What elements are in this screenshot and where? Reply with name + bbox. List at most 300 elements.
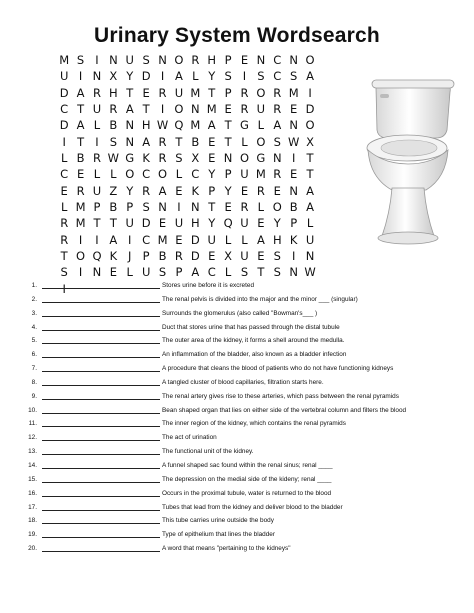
grid-letter: O xyxy=(174,53,184,67)
grid-letter: T xyxy=(109,216,117,231)
clue-number: 6. xyxy=(31,351,37,359)
grid-letter: Q xyxy=(174,118,184,133)
grid-letter: M xyxy=(75,216,86,231)
clue-row xyxy=(27,487,472,501)
grid-letter: O xyxy=(305,118,315,133)
grid-letter: E xyxy=(290,167,298,182)
grid-letter: E xyxy=(76,167,85,182)
clue-text: The outer area of the kidney, it forms a shell around the medulla. xyxy=(162,337,345,345)
grid-letter: U xyxy=(59,69,69,84)
grid-letter: S xyxy=(224,69,232,84)
grid-letter: S xyxy=(60,265,68,280)
grid-letter: U xyxy=(240,167,249,182)
grid-letter: U xyxy=(125,216,134,231)
grid-letter: N xyxy=(223,151,233,166)
grid-letter: L xyxy=(60,151,68,166)
clue-text: A procedure that cleans the blood of patients who do not have functioning kidneys xyxy=(162,365,394,373)
clue-row xyxy=(27,334,472,348)
clue-number: 4. xyxy=(31,323,37,331)
grid-letter: Y xyxy=(208,69,216,84)
grid-letter: I xyxy=(128,232,132,247)
grid-letter: U xyxy=(92,102,102,117)
clue-text: Occurs in the proximal tubule, water is returned to the blood xyxy=(162,489,332,497)
grid-letter: A xyxy=(76,85,85,100)
clue-row xyxy=(27,542,472,556)
grid-letter: Q xyxy=(92,249,102,264)
grid-letter: S xyxy=(290,69,298,84)
grid-letter: R xyxy=(92,85,101,100)
grid-letter: X xyxy=(109,69,118,84)
grid-letter: G xyxy=(256,151,266,166)
grid-letter: D xyxy=(59,118,69,133)
answer-blank[interactable] xyxy=(42,445,160,455)
clue-number: 7. xyxy=(31,365,37,373)
grid-letter: O xyxy=(76,249,86,264)
grid-letter: I xyxy=(160,102,165,117)
grid-letter: A xyxy=(191,265,200,280)
grid-letter: R xyxy=(240,200,249,215)
clue-text: A word that means "pertaining to the kidneys" xyxy=(162,545,291,553)
grid-letter: E xyxy=(257,216,265,231)
grid-letter: X xyxy=(306,134,314,149)
grid-letter: N xyxy=(92,69,102,84)
grid-letter: Y xyxy=(208,216,216,231)
grid-letter: A xyxy=(109,232,118,247)
grid-letter: R xyxy=(60,216,69,231)
grid-letter: T xyxy=(224,134,232,149)
grid-letter: I xyxy=(308,85,312,100)
grid-letter: T xyxy=(208,85,216,100)
grid-letter: B xyxy=(158,249,167,264)
clue-number: 8. xyxy=(31,378,37,386)
grid-letter: T xyxy=(77,102,85,117)
grid-letter: U xyxy=(240,249,249,264)
grid-letter: U xyxy=(305,232,315,247)
grid-letter: T xyxy=(175,134,183,149)
clue-row xyxy=(27,376,472,390)
grid-letter: L xyxy=(257,118,265,133)
grid-letter: L xyxy=(175,167,183,182)
grid-letter: K xyxy=(142,151,150,166)
grid-letter: O xyxy=(239,151,250,166)
clue-number: 10. xyxy=(28,406,37,414)
grid-letter: L xyxy=(93,118,101,133)
grid-letter: S xyxy=(109,134,118,149)
grid-letter: S xyxy=(158,265,167,280)
grid-letter: O xyxy=(256,85,266,100)
grid-letter: I xyxy=(291,249,296,264)
grid-letter: Q xyxy=(223,216,233,231)
grid-letter: U xyxy=(174,216,184,231)
grid-letter: R xyxy=(174,249,183,264)
clue-text: Stores urine before it is excreted xyxy=(162,282,254,289)
clue-text: An inflammation of the bladder, also known as a bladder infection xyxy=(162,351,347,359)
grid-letter: D xyxy=(141,216,151,231)
grid-letter: K xyxy=(109,249,118,264)
answer-blank[interactable] xyxy=(42,279,160,289)
grid-letter: E xyxy=(142,85,150,100)
grid-letter: D xyxy=(190,249,200,264)
grid-letter: R xyxy=(60,232,69,247)
answer-blank[interactable] xyxy=(42,473,160,483)
grid-letter: P xyxy=(290,216,298,231)
answer-blank[interactable] xyxy=(42,542,160,552)
grid-letter: Z xyxy=(109,183,118,198)
grid-letter: N xyxy=(92,265,102,280)
grid-letter: P xyxy=(175,265,183,280)
clue-text: Type of epithelium that lines the bladder xyxy=(162,531,275,539)
grid-letter: H xyxy=(109,85,118,100)
grid-letter: I xyxy=(62,134,66,149)
grid-letter: B xyxy=(109,200,118,215)
grid-letter: L xyxy=(224,232,232,247)
grid-letter: A xyxy=(174,69,183,84)
clue-number: 20. xyxy=(28,545,37,553)
grid-letter: C xyxy=(207,265,216,280)
answer-blank[interactable] xyxy=(42,321,160,331)
clue-row xyxy=(27,459,472,473)
grid-letter: A xyxy=(76,118,85,133)
answer-blank[interactable] xyxy=(42,487,160,497)
grid-letter: R xyxy=(158,85,167,100)
grid-letter: H xyxy=(190,216,200,231)
grid-letter: Y xyxy=(224,183,232,198)
grid-letter: A xyxy=(158,183,167,198)
grid-letter: M xyxy=(157,232,168,247)
clue-number: 13. xyxy=(28,448,37,456)
page-title: Urinary System Wordsearch xyxy=(94,24,380,47)
grid-letter: M xyxy=(288,85,299,100)
clue-text: A funnel shaped sac found within the renal sinus; renal ____ xyxy=(162,461,333,469)
grid-letter: N xyxy=(158,200,167,215)
grid-letter: P xyxy=(93,200,101,215)
clue-row xyxy=(27,431,472,445)
answer-blank[interactable] xyxy=(42,501,160,511)
grid-letter: I xyxy=(78,69,83,84)
grid-letter: I xyxy=(242,69,247,84)
grid-letter: T xyxy=(257,265,265,280)
grid-letter: C xyxy=(60,167,69,182)
grid-letter: T xyxy=(77,134,85,149)
clue-number: 3. xyxy=(31,309,37,317)
grid-letter: I xyxy=(160,69,165,84)
grid-letter: R xyxy=(191,53,200,67)
grid-letter: A xyxy=(306,200,314,215)
grid-letter: W xyxy=(107,151,120,166)
clue-row xyxy=(27,514,472,528)
grid-letter: E xyxy=(257,249,265,264)
grid-letter: C xyxy=(273,69,282,84)
grid-letter: L xyxy=(110,167,117,182)
grid-letter: P xyxy=(224,53,232,67)
clue-text: A tangled cluster of blood capillaries, filtration starts here. xyxy=(162,378,324,386)
grid-letter: L xyxy=(93,167,101,182)
clue-row xyxy=(27,293,472,307)
grid-letter: I xyxy=(78,265,83,280)
grid-letter: W xyxy=(156,118,169,133)
grid-letter: U xyxy=(125,53,134,67)
grid-letter: T xyxy=(208,200,216,215)
clue-number: 1. xyxy=(31,282,37,289)
grid-letter: D xyxy=(141,69,151,84)
clue-text: Bean shaped organ that lies on either side of the vertebral column and filters the blood xyxy=(162,406,407,414)
grid-letter: T xyxy=(306,151,314,166)
grid-letter: P xyxy=(224,85,232,100)
grid-letter: L xyxy=(192,69,199,84)
grid-letter: L xyxy=(257,200,265,215)
clue-number: 19. xyxy=(28,531,37,539)
grid-letter: O xyxy=(158,167,168,182)
grid-letter: O xyxy=(125,167,135,182)
clue-row xyxy=(27,528,472,542)
clue-text: The act of urination xyxy=(162,434,217,442)
grid-letter: S xyxy=(76,53,85,67)
grid-letter: N xyxy=(109,53,118,67)
clue-text: The functional unit of the kidney. xyxy=(162,448,254,456)
grid-letter: T xyxy=(126,85,134,100)
clue-row xyxy=(27,473,472,487)
grid-letter: L xyxy=(126,265,133,280)
grid-letter: S xyxy=(273,134,281,149)
clue-text: This tube carries urine outside the body xyxy=(162,517,274,525)
grid-letter: W xyxy=(304,265,316,280)
grid-letter: C xyxy=(142,232,151,247)
grid-letter: G xyxy=(240,118,249,133)
grid-letter: L xyxy=(306,216,314,231)
grid-letter: H xyxy=(141,118,151,133)
toilet-image xyxy=(352,78,462,248)
grid-letter: P xyxy=(142,249,150,264)
grid-letter: O xyxy=(305,53,315,67)
grid-letter: O xyxy=(256,134,266,149)
grid-letter: U xyxy=(174,85,184,100)
grid-letter: N xyxy=(125,134,135,149)
clue-number: 14. xyxy=(28,461,37,469)
grid-letter: A xyxy=(256,232,265,247)
grid-letter: A xyxy=(142,134,151,149)
grid-letter: E xyxy=(240,183,249,198)
grid-letter: E xyxy=(290,102,298,117)
grid-letter: S xyxy=(273,249,281,264)
grid-letter: H xyxy=(272,232,282,247)
clue-number: 15. xyxy=(28,475,37,483)
grid-letter: X xyxy=(224,249,233,264)
clue-row xyxy=(27,362,472,376)
grid-letter: E xyxy=(109,265,117,280)
grid-letter: U xyxy=(92,183,102,198)
grid-letter: D xyxy=(59,85,69,100)
grid-letter: M xyxy=(75,200,86,215)
grid-letter: O xyxy=(272,200,282,215)
grid-letter: E xyxy=(208,134,216,149)
answer-blank[interactable] xyxy=(42,528,160,538)
grid-letter: M xyxy=(59,53,70,67)
grid-letter: M xyxy=(255,167,266,182)
grid-letter: E xyxy=(224,200,232,215)
grid-letter: N xyxy=(305,249,315,264)
grid-letter: S xyxy=(142,53,150,67)
grid-letter: E xyxy=(208,151,216,166)
grid-letter: K xyxy=(191,183,200,198)
grid-letter: L xyxy=(241,134,248,149)
clue-number: 18. xyxy=(28,517,37,525)
grid-letter: I xyxy=(95,134,99,149)
grid-letter: U xyxy=(141,265,151,280)
answer-blank[interactable] xyxy=(42,362,160,372)
grid-letter: U xyxy=(256,102,266,117)
grid-letter: U xyxy=(207,232,216,247)
grid-letter: E xyxy=(158,216,167,231)
clue-number: 2. xyxy=(31,295,37,303)
grid-letter: L xyxy=(60,200,68,215)
grid-letter: M xyxy=(190,85,201,100)
grid-letter: N xyxy=(191,200,200,215)
clue-text: Duct that stores urine that has passed through the distal tubule xyxy=(162,323,340,331)
answer-blank[interactable] xyxy=(42,376,160,386)
grid-letter: R xyxy=(256,183,265,198)
grid-letter: L xyxy=(241,232,248,247)
grid-letter: D xyxy=(305,102,315,117)
grid-letter: N xyxy=(256,53,266,67)
clue-list xyxy=(27,279,472,556)
grid-letter: T xyxy=(60,249,68,264)
grid-letter: R xyxy=(158,134,167,149)
grid-letter: M xyxy=(206,102,217,117)
grid-letter: C xyxy=(191,167,200,182)
clue-number: 9. xyxy=(31,392,37,400)
grid-letter: Y xyxy=(126,69,134,84)
grid-letter: I xyxy=(95,232,99,247)
grid-letter: S xyxy=(175,151,183,166)
grid-letter: A xyxy=(125,102,134,117)
grid-letter: E xyxy=(273,183,281,198)
grid-letter: I xyxy=(291,151,296,166)
grid-letter: C xyxy=(142,167,151,182)
grid-letter: N xyxy=(289,118,298,133)
clue-row xyxy=(27,417,472,431)
grid-letter: R xyxy=(158,151,167,166)
answer-blank[interactable] xyxy=(42,390,160,400)
answer-blank[interactable] xyxy=(42,348,160,358)
wordsearch-grid xyxy=(56,52,318,297)
grid-letter: R xyxy=(273,85,282,100)
grid-letter: R xyxy=(273,167,282,182)
grid-letter: U xyxy=(240,216,249,231)
clue-text: The inner region of the kidney, which contains the renal pyramids xyxy=(162,420,346,428)
answer-blank[interactable] xyxy=(42,431,160,441)
clue-text: Surrounds the glomerulus (also called "Bowman's___ ) xyxy=(162,309,318,317)
grid-letter: C xyxy=(60,102,69,117)
clue-row xyxy=(27,348,472,362)
grid-letter: A xyxy=(273,118,282,133)
grid-letter: E xyxy=(240,53,249,67)
clue-row xyxy=(27,307,472,321)
grid-letter: K xyxy=(289,232,298,247)
grid-letter: T xyxy=(93,216,101,231)
answer-blank[interactable] xyxy=(42,404,160,414)
grid-letter: G xyxy=(125,151,135,166)
clue-text: The renal pelvis is divided into the major and the minor ___ (singular) xyxy=(162,295,358,303)
clue-text: The depression on the medial side of the kideny; renal ____ xyxy=(162,475,332,483)
grid-letter: A xyxy=(306,183,314,198)
grid-letter: N xyxy=(191,102,200,117)
grid-letter: P xyxy=(208,183,216,198)
grid-letter: E xyxy=(208,249,216,264)
grid-letter: R xyxy=(76,183,85,198)
grid-letter: E xyxy=(175,183,183,198)
grid-letter: Y xyxy=(273,216,281,231)
grid-letter: R xyxy=(240,85,249,100)
grid-letter: R xyxy=(92,151,101,166)
answer-blank[interactable] xyxy=(42,459,160,469)
clue-number: 12. xyxy=(28,434,37,442)
clue-row xyxy=(27,404,472,418)
grid-letter: E xyxy=(224,102,232,117)
clue-number: 5. xyxy=(31,337,37,345)
clue-text: Tubes that lead from the kidney and deliver blood to the bladder xyxy=(162,503,343,511)
grid-letter: B xyxy=(76,151,85,166)
grid-letter: X xyxy=(191,151,200,166)
grid-letter: M xyxy=(190,118,201,133)
grid-letter: N xyxy=(272,151,282,166)
grid-letter: T xyxy=(224,118,232,133)
answer-blank[interactable] xyxy=(42,514,160,524)
grid-letter: R xyxy=(109,102,118,117)
clue-row xyxy=(27,445,472,459)
clue-text: The renal artery gives rise to these arteries, which pass between the renal pyramids xyxy=(162,392,399,400)
clue-number: 11. xyxy=(28,420,37,428)
clue-number: 17. xyxy=(28,503,37,511)
grid-letter: T xyxy=(306,167,314,182)
grid-letter: J xyxy=(128,249,132,264)
grid-letter: P xyxy=(224,167,232,182)
grid-letter: A xyxy=(306,69,314,84)
grid-letter: E xyxy=(60,183,68,198)
grid-letter: T xyxy=(142,102,150,117)
grid-letter: S xyxy=(273,265,281,280)
answer-blank[interactable] xyxy=(42,307,160,317)
clue-number: 16. xyxy=(28,489,37,497)
grid-letter: N xyxy=(158,53,167,67)
grid-letter: S xyxy=(257,69,265,84)
grid-letter: H xyxy=(207,53,217,67)
grid-letter: C xyxy=(273,53,282,67)
answer-blank[interactable] xyxy=(42,293,160,303)
grid-letter: W xyxy=(287,134,300,149)
grid-letter: B xyxy=(191,134,200,149)
answer-blank[interactable] xyxy=(42,417,160,427)
grid-letter: P xyxy=(126,200,134,215)
grid-letter: S xyxy=(240,265,249,280)
grid-letter: N xyxy=(289,183,298,198)
grid-letter: R xyxy=(273,102,282,117)
grid-letter: R xyxy=(240,102,249,117)
clue-row xyxy=(27,390,472,404)
grid-letter: A xyxy=(207,118,216,133)
grid-letter: I xyxy=(95,53,99,67)
grid-letter: B xyxy=(289,200,298,215)
grid-letter: E xyxy=(175,232,183,247)
grid-letter: B xyxy=(109,118,118,133)
grid-letter: O xyxy=(174,102,184,117)
grid-letter: R xyxy=(142,183,151,198)
grid-letter: Y xyxy=(208,167,216,182)
grid-letter: S xyxy=(142,200,150,215)
grid-letter: N xyxy=(125,118,135,133)
clue-row xyxy=(27,279,472,293)
answer-blank[interactable] xyxy=(42,334,160,344)
grid-letter: Y xyxy=(126,183,134,198)
